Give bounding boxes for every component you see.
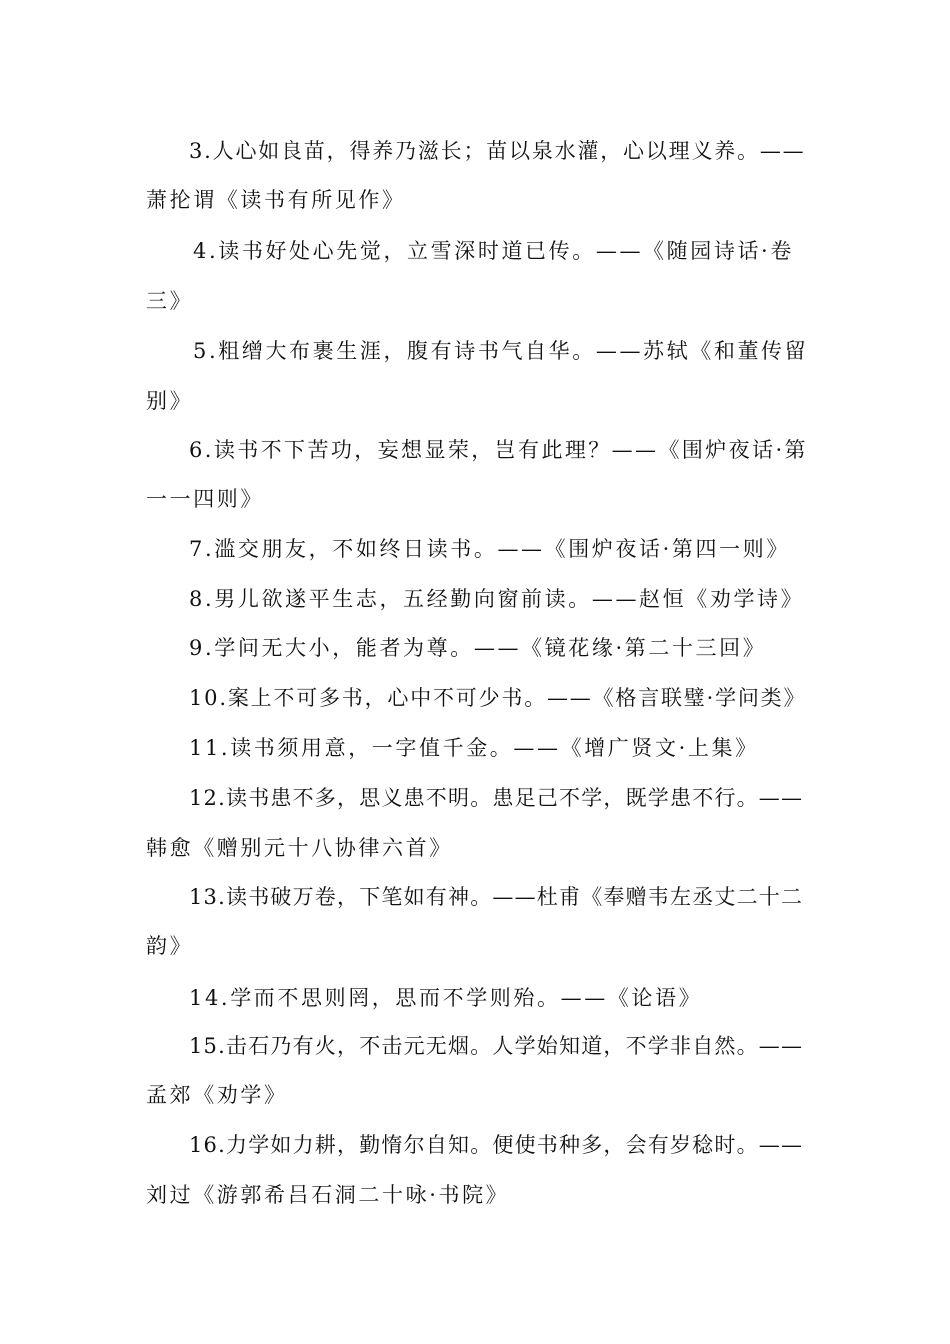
quote-number: 13. [189, 885, 226, 909]
quote-12-line-1 [189, 783, 803, 813]
quote-text: 击石乃有火，不击元无烟。人学始知道，不学非自然。—— [226, 1034, 804, 1058]
quote-4-line-2: 三》 [146, 289, 194, 313]
quote-text: 读书患不多，思义患不明。患足己不学，既学患不行。—— [226, 786, 804, 810]
quote-11-line-1 [189, 733, 759, 763]
quote-10-line-1 [189, 683, 806, 713]
quote-number: 14. [189, 986, 231, 1010]
quote-number: 4. [193, 239, 219, 263]
quote-number: 12. [189, 786, 226, 810]
quote-text: 力学如力耕，勤惰尔自知。便使书种多，会有岁稔时。—— [226, 1133, 804, 1157]
quote-text: 读书破万卷，下笔如有神。——杜甫《奉赠韦左丞丈二十二 [226, 885, 804, 909]
quote-number: 5. [193, 339, 219, 363]
quote-number: 16. [189, 1133, 226, 1157]
quote-text: 学而不思则罔，思而不学则殆。——《论语》 [230, 986, 703, 1010]
quote-14-line-1 [189, 983, 702, 1013]
quote-6-line-1 [189, 435, 808, 465]
quote-number: 8. [189, 587, 215, 611]
quote-text: 男儿欲遂平生志，五经勤向窗前读。——赵恒《劝学诗》 [214, 587, 805, 611]
quote-15-line-2: 孟郊《劝学》 [146, 1083, 288, 1107]
quote-text: 学问无大小，能者为尊。——《镜花缘·第二十三回》 [214, 636, 767, 660]
quote-number: 10. [189, 686, 228, 710]
quote-text: 粗缯大布裹生涯，腹有诗书气自华。——苏轼《和董传留 [218, 339, 809, 363]
quote-15-line-1 [189, 1031, 803, 1061]
quote-text: 案上不可多书，心中不可少书。——《格言联璧·学问类》 [227, 686, 807, 710]
quote-text: 读书好处心先觉，立雪深时道已传。——《随园诗话·卷 [218, 239, 794, 263]
quote-16-line-1 [189, 1130, 803, 1160]
quote-7-line-1 [189, 534, 790, 564]
quote-number: 15. [189, 1034, 226, 1058]
quote-text: 读书不下苦功，妄想显荣，岂有此理？——《围炉夜话·第 [213, 438, 808, 462]
quote-text: 读书须用意，一字值千金。——《增广贤文·上集》 [230, 736, 759, 760]
quote-13-line-2: 韵》 [146, 934, 194, 958]
quote-text: 人心如良苗，得养乃滋长；苗以泉水灌，心以理义养。—— [212, 139, 806, 163]
quote-number: 9. [189, 636, 215, 660]
quote-number: 11. [189, 736, 231, 760]
quote-5-line-2: 别》 [146, 389, 194, 413]
quote-text: 滥交朋友，不如终日读书。——《围炉夜话·第四一则》 [214, 537, 790, 561]
quote-4-line-1 [193, 236, 794, 266]
quote-9-line-1 [189, 633, 766, 663]
quote-3-line-2: 萧抡谓《读书有所见作》 [146, 188, 406, 212]
quote-number: 6. [189, 438, 214, 462]
quote-number: 7. [189, 537, 215, 561]
quote-13-line-1 [189, 882, 803, 912]
quote-8-line-1 [189, 584, 804, 614]
quote-12-line-2: 韩愈《赠别元十八协律六首》 [146, 836, 453, 860]
quote-16-line-2: 刘过《游郭希吕石洞二十咏·书院》 [146, 1183, 510, 1207]
quote-3-line-1 [189, 136, 805, 166]
quote-number: 3. [189, 139, 213, 163]
quote-5-line-1 [193, 336, 808, 366]
quote-6-line-2: 一一四则》 [146, 487, 264, 511]
